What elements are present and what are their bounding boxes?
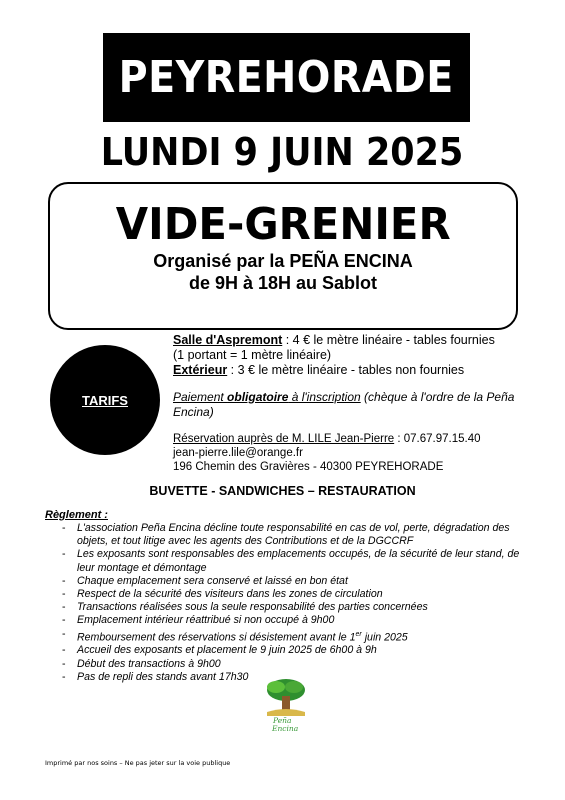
tarifs-block <box>173 333 553 378</box>
payment-note: Paiement obligatoire à l'inscription (chèque à l'ordre de la Peña Encina) <box>173 390 515 419</box>
town-banner <box>103 33 470 122</box>
logo-text-2: Encina <box>272 724 299 733</box>
event-title: VIDE-GRENIER <box>115 199 451 250</box>
tarifs-badge-label: TARIFS <box>82 392 128 408</box>
logo-text-1: Peña <box>273 716 292 725</box>
list-item: - Respect de la sécurité des visiteurs dans les zones de circulation <box>62 588 532 601</box>
event-date: LUNDI 9 JUIN 2025 <box>101 130 464 174</box>
event-box <box>48 182 518 330</box>
exterieur-text: : 3 € le mètre linéaire - tables non fournies <box>227 363 465 377</box>
pena-encina-logo <box>263 678 309 734</box>
reservation-address: 196 Chemin des Gravières - 40300 PEYREHORADE <box>173 461 444 473</box>
exterieur-label: Extérieur <box>173 363 228 377</box>
list-item-refund: - Remboursement des réservations si désistement avant le 1er juin 2025 <box>62 628 532 645</box>
event-organizer: Organisé par la PEÑA ENCINA <box>153 251 413 271</box>
list-item: - Accueil des exposants et placement le 9 juin 2025 de 6h00 à 9h <box>62 644 532 657</box>
list-item: - L'association Peña Encina décline toute responsabilité en cas de vol, perte, dégradation des objets, et tout litige avec les agents des Contributions et de la DGCCRF <box>62 522 532 548</box>
tarif-exterieur <box>173 363 553 378</box>
reservation-email[interactable]: jean-pierre.lile@orange.fr <box>173 447 303 459</box>
buvette-banner: BUVETTE - SANDWICHES – RESTAURATION <box>149 484 416 498</box>
town-title: PEYREHORADE <box>118 52 455 103</box>
list-item: - Transactions réalisées sous la seule responsabilité des parties concernées <box>62 601 532 614</box>
list-item: - Début des transactions à 9h00 <box>62 658 532 671</box>
salle-note: (1 portant = 1 mètre linéaire) <box>173 348 332 362</box>
list-item: - Chaque emplacement sera conservé et laissé en bon état <box>62 575 532 588</box>
list-item: - Emplacement intérieur réattribué si non occupé à 9h00 <box>62 614 532 627</box>
tarif-salle <box>173 333 553 348</box>
reglement-title: Règlement : <box>45 509 108 521</box>
salle-label: Salle d'Aspremont <box>173 333 283 347</box>
salle-text: : 4 € le mètre linéaire - tables fournies <box>282 333 495 347</box>
reservation-block <box>173 432 533 474</box>
event-hours: de 9H à 18H au Sablot <box>188 273 378 293</box>
list-item: - Les exposants sont responsables des emplacements occupés, de la sécurité de leur stand, de leur montage et démontage <box>62 548 532 574</box>
reservation-phone: : 07.67.97.15.40 <box>394 433 481 445</box>
reservation-label: Réservation auprès de M. LILE Jean-Pierre <box>173 433 395 445</box>
reglement-list <box>62 522 532 684</box>
tarifs-badge <box>50 345 160 455</box>
footer-note: Imprimé par nos soins – Ne pas jeter sur la voie publique <box>45 759 231 767</box>
list-item: - Pas de repli des stands avant 17h30 <box>62 671 532 684</box>
